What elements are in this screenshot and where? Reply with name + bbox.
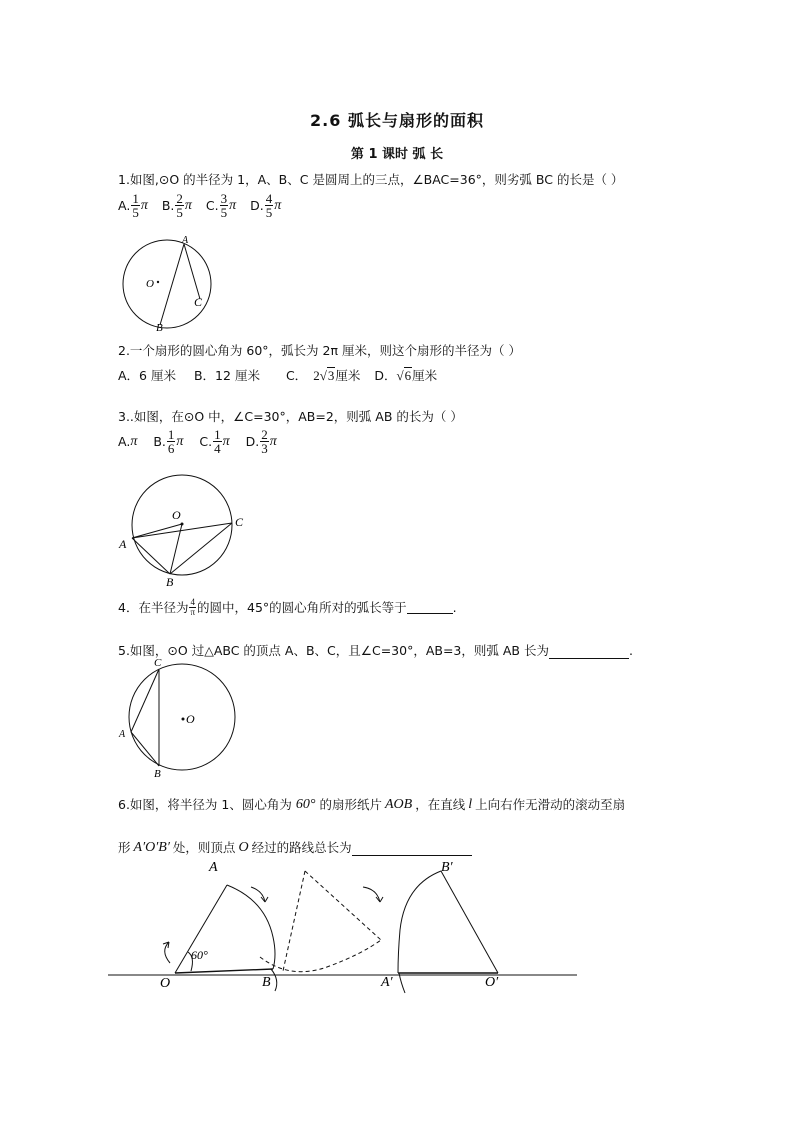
q4-pre: 4．在半径为: [118, 599, 189, 615]
q3-label-b: B: [166, 575, 174, 589]
q6-line-l: l: [468, 797, 473, 812]
q1-circle: [123, 240, 211, 328]
q1-options: [118, 192, 281, 219]
q5-label-c: C: [154, 657, 162, 669]
q3-option-c: C. $\frac{1}{4}$ π: [199, 427, 230, 456]
q6-arc-a2b2-tail: [399, 973, 405, 993]
q3-figure: [112, 470, 252, 590]
q4-answer-blank[interactable]: [407, 601, 453, 614]
q6-label-angle: 60°: [191, 948, 208, 962]
q4-fraction: $\frac{4}{\pi}$: [190, 597, 195, 617]
q1-label-o: O: [146, 278, 154, 290]
q2-option-c: C． 2√3 厘米: [285, 368, 361, 383]
q6-label-a: A: [209, 860, 218, 875]
q6-label-o: O: [160, 976, 171, 991]
q6-rotate-arrow-left: [165, 942, 170, 963]
q6-radius-ob: [175, 969, 273, 973]
q1-center-dot: [157, 281, 159, 283]
q6-rotate-arrow-2: [363, 887, 380, 902]
q5-chord-ab: [131, 732, 159, 766]
q6-radius-o2b2: [441, 871, 498, 973]
q3-label-o: O: [172, 508, 181, 522]
q3-radius-oa: [132, 524, 182, 538]
q4-post: 的圆中，45°的圆心角所对的弧长等于: [197, 599, 407, 615]
q5-label-o: O: [186, 712, 195, 726]
q6-label-b-prime: B′: [441, 860, 453, 875]
q5-label-b: B: [154, 768, 161, 780]
q6-aob: AOB: [384, 797, 413, 812]
q6-dashed-arc: [260, 940, 381, 972]
q6-aob-prime: A′O′B′: [133, 840, 170, 855]
lesson-subtitle: 第 1 课时 弧 长: [350, 147, 444, 162]
q6-label-b: B: [262, 975, 271, 990]
q5-stem: 5.如图，⊙O 过△ABC 的顶点 A、B、C，且∠C=30°，AB=3，则弧 AB 长为: [118, 643, 549, 658]
q5-label-a: A: [119, 729, 126, 740]
q6-dashed-radius-1: [283, 871, 305, 971]
q1-option-c: C. $\frac{3}{5}$ π: [205, 191, 237, 220]
q1-option-a: A. $\frac{1}{5}$ π: [118, 191, 148, 220]
q2-options: [118, 368, 437, 384]
q3-stem: 3..如图，在⊙O 中，∠C=30°，AB=2，则弧 AB 的长为（ ）: [118, 409, 463, 424]
q6-line2: 形 A′O′B′ 处，则顶点 O 经过的路线总长为: [118, 840, 472, 856]
q5-center-dot: [182, 718, 185, 721]
q2-option-b: B．12 厘米: [193, 368, 260, 383]
q5-figure: [112, 655, 242, 780]
q6-arc-ab-tail: [271, 969, 277, 991]
q3-option-d: D. $\frac{2}{3}$ π: [245, 427, 277, 456]
q1-label-c: C: [194, 295, 203, 309]
q3-center-dot: [181, 523, 184, 526]
q1-option-d: D. $\frac{4}{5}$ π: [250, 191, 282, 220]
q3-option-b: B. $\frac{1}{6}$ π: [153, 427, 184, 456]
q3-chord-ab: [132, 538, 170, 574]
q1-label-b: B: [156, 322, 163, 334]
page-title: 2.6 弧长与扇形的面积: [310, 111, 484, 130]
q3-option-a: A. π: [118, 433, 138, 449]
q5-answer-blank[interactable]: [549, 646, 629, 659]
q6-arc-a2b2: [398, 871, 441, 973]
q1-label-a: A: [182, 235, 189, 246]
q6-label-o-prime: O′: [485, 975, 499, 990]
q5-circle: [129, 664, 235, 770]
q6-figure: [105, 855, 585, 995]
q1-option-b: B. $\frac{2}{5}$ π: [161, 191, 192, 220]
q6-label-a-prime: A′: [381, 975, 393, 990]
q5-text: 5.如图，⊙O 过△ABC 的顶点 A、B、C，且∠C=30°，AB=3，则弧 AB 长为 .: [118, 643, 633, 658]
q2-option-d: D． √6 厘米: [374, 368, 438, 383]
q6-point-o: O: [238, 840, 249, 855]
q4-text: 4．在半径为 $\frac{4}{\pi}$ 的圆中，45°的圆心角所对的弧长等于 .: [118, 597, 457, 617]
q1-chord-ab: [160, 244, 184, 325]
q2-option-a: A．6 厘米: [118, 368, 176, 383]
q6-dashed-radius-2: [305, 871, 381, 940]
q1-figure: [112, 234, 222, 334]
q2-stem: 2.一个扇形的圆心角为 60°，弧长为 2π 厘米，则这个扇形的半径为（ ）: [118, 343, 521, 358]
q3-label-c: C: [235, 515, 244, 529]
q3-label-a: A: [119, 537, 127, 551]
q6-angle: 60°: [295, 797, 316, 812]
q1-stem: 1.如图,⊙O 的半径为 1，A、B、C 是圆周上的三点，∠BAC=36°，则劣弧 BC 的长是（ ）: [118, 172, 624, 187]
q3-options: [118, 428, 277, 455]
q6-line1: 6.如图，将半径为 1、圆心角为 60° 的扇形纸片 AOB ，在直线 l 上向右作无滑动的滚动至扇: [118, 797, 626, 812]
